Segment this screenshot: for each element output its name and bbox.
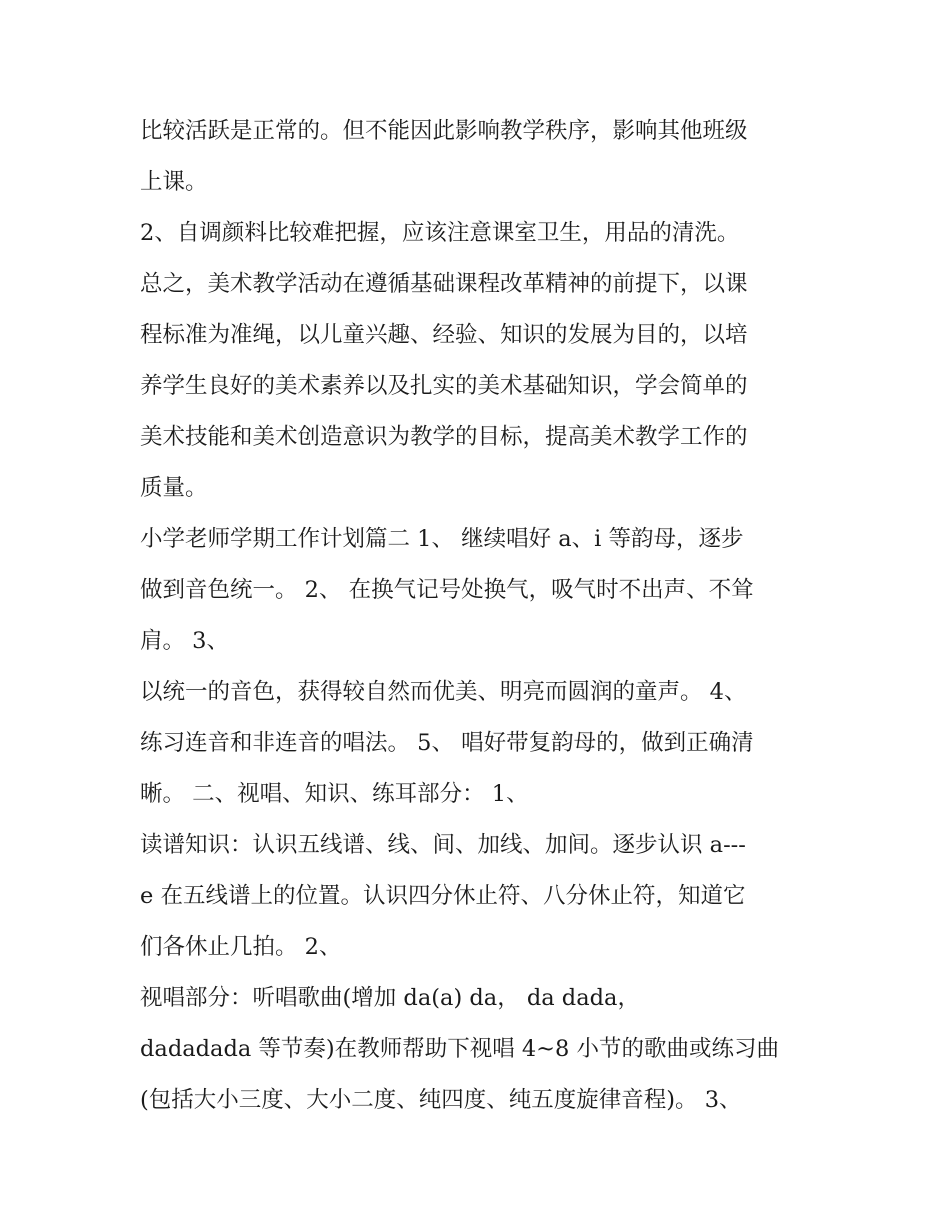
text-line: 养学生良好的美术素养以及扎实的美术基础知识，学会简单的 (140, 373, 748, 399)
text-line: 以统一的音色，获得较自然而优美、明亮而圆润的童声。 4、 (140, 679, 747, 705)
text-line: 练习连音和非连音的唱法。 5、 唱好带复韵母的，做到正确清 (140, 730, 754, 756)
text-line: 程标准为准绳，以儿童兴趣、经验、知识的发展为目的，以培 (140, 322, 748, 348)
text-line: e 在五线谱上的位置。认识四分休止符、八分休止符，知道它 (140, 883, 746, 909)
text-line: 们各休止几拍。 2、 (140, 934, 342, 960)
text-line: 比较活跃是正常的。但不能因此影响教学秩序，影响其他班级 (140, 118, 748, 144)
text-line: 上课。 (140, 169, 208, 195)
text-line: 2、自调颜料比较难把握，应该注意课室卫生，用品的清洗。 (140, 220, 740, 246)
text-line: (包括大小三度、大小二度、纯四度、纯五度旋律音程)。 3、 (140, 1087, 742, 1113)
text-line: 小学老师学期工作计划篇二 1、 继续唱好 a、i 等韵母，逐步 (140, 526, 744, 552)
text-line: 总之，美术教学活动在遵循基础课程改革精神的前提下，以课 (140, 271, 748, 297)
document-body (140, 106, 830, 1126)
text-line: 视唱部分：听唱歌曲(增加 da(a) da， da dada， (140, 985, 640, 1011)
text-line: 读谱知识：认识五线谱、线、间、加线、加间。逐步认识 a--- (140, 832, 746, 858)
text-line: 晰。 二、视唱、知识、练耳部分： 1、 (140, 781, 529, 807)
text-line: 质量。 (140, 475, 208, 501)
text-line: dadadada 等节奏)在教师帮助下视唱 4~8 小节的歌曲或练习曲 (140, 1036, 779, 1062)
text-line: 美术技能和美术创造意识为教学的目标，提高美术教学工作的 (140, 424, 748, 450)
text-line: 做到音色统一。 2、 在换气记号处换气，吸气时不出声、不耸 (140, 577, 754, 603)
text-line: 肩。 3、 (140, 628, 229, 654)
